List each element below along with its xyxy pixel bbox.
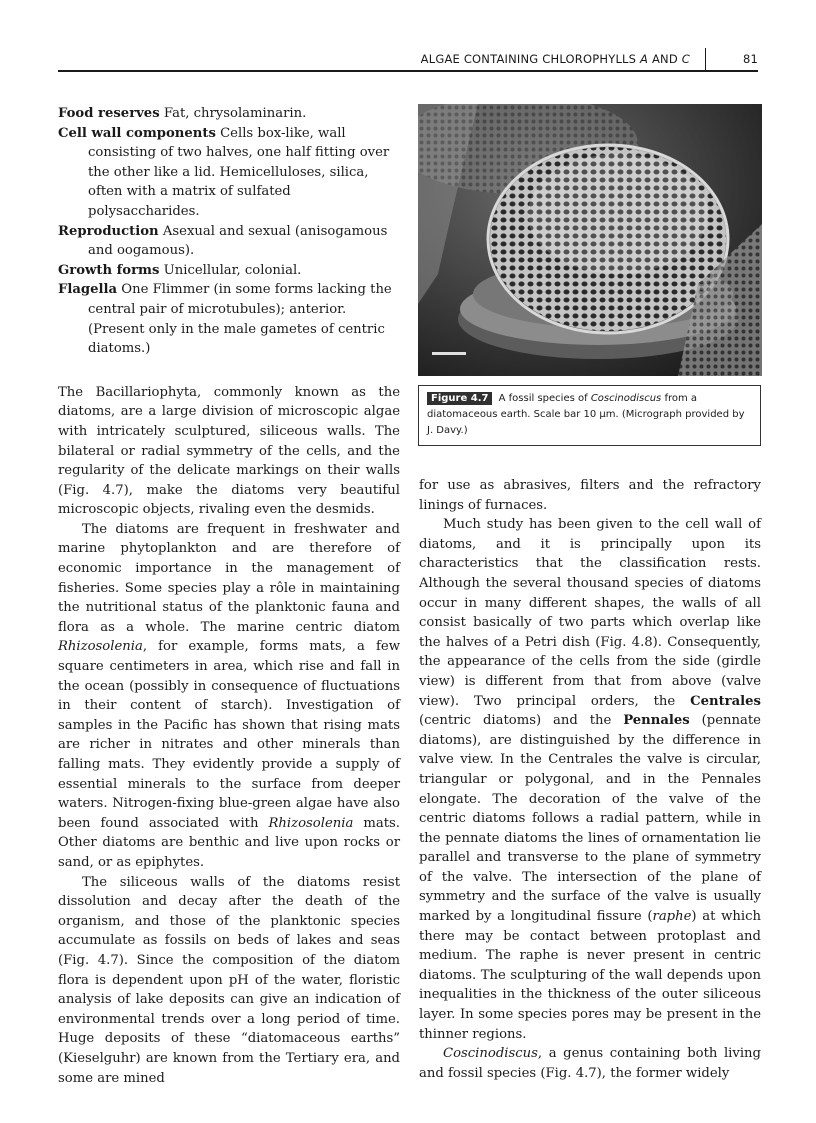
diatom-micrograph-image	[418, 104, 762, 376]
page-number: 81	[742, 52, 758, 66]
header-rule	[58, 70, 758, 72]
definition-item: Cell wall components Cells box-like, wall consisting of two halves, one half fitting over the other like a lid. Hemicelluloses, silica, often with a matrix of sulfated polysaccharides.	[58, 125, 390, 219]
paragraph: The siliceous walls of the diatoms resist dissolution and decay after the death of the organism, and those of the planktonic species accumulate as fossils on beds of lakes and seas (Fig. 4.7). Since the composition of the diatom flora is dependent upon pH of the water, floristic analysis of lake deposits can give an indication of environmental trends over a long period of time. Huge deposits of these “diatomaceous earths” (Kieselguhr) are known from the Tertiary era, and some are mined	[58, 874, 400, 1086]
left-column	[58, 104, 400, 1088]
definition-item: Food reserves Fat, chrysolaminarin.	[58, 106, 307, 121]
paragraph: The diatoms are frequent in freshwater and marine phytoplankton and are therefore of economic importance in the management of fisheries. Some species play a rôle in maintaining the nutritional status of the planktonic fauna and flora as a whole. The marine centric diatom Rhizosolenia, for example, forms mats, a few square centimeters in area, which rise and fall in the ocean (possibly in consequence of fluctuations in their content of starch). Investigation of samples in the Pacific has shown that rising mats are richer in nitrates and other minerals than falling mats. They evidently provide a supply of essential minerals to the surface from deeper waters. Nitrogen-fixing blue-green algae have also been found associated with Rhizosolenia mats. Other diatoms are benthic and live upon rocks or sand, or as epiphytes.	[58, 521, 400, 870]
paragraph: Much study has been given to the cell wall of diatoms, and it is principally upon its characteristics that the classification rests. Although the several thousand species of diatoms occur in many different shapes, the walls of all consist basically of two parts which overlap like the halves of a Petri dish (Fig. 4.8). Consequently, the appearance of the cells from the side (girdle view) is different from that from above (valve view). Two principal orders, the Centrales (centric diatoms) and the Pennales (pennate diatoms), are distinguished by the difference in valve view. In the Centrales the valve is circular, triangular or polygonal, and in the Pennales elongate. The decoration of the valve of the centric diatoms follows a radial pattern, while in the pennate diatoms the lines of ornamentation lie parallel and transverse to the plane of symmetry of the valve. The intersection of the plane of symmetry and the surface of the valve is usually marked by a longitudinal fissure (raphe) at which there may be contact between protoplast and medium. The raphe is never present in centric diatoms. The sculpturing of the wall depends upon inequalities in the thickness of the outer siliceous layer. In some species pores may be present in the thinner regions.	[419, 517, 761, 1042]
running-title: ALGAE CONTAINING CHLOROPHYLLS A AND C	[420, 52, 690, 66]
header-divider	[705, 48, 707, 70]
definition-item: Growth forms Unicellular, colonial.	[58, 262, 302, 278]
right-column	[419, 476, 761, 1083]
definition-item: Reproduction Asexual and sexual (anisogamous and oogamous).	[58, 223, 388, 259]
definition-list	[58, 104, 400, 359]
paragraph: The Bacillariophyta, commonly known as the diatoms, are a large division of microscopic algae with intricately sculptured, siliceous walls. The bilateral or radial symmetry of the cells, and the regularity of the delicate markings on their walls (Fig. 4.7), make the diatoms very beautiful microscopic objects, rivaling even the desmids.	[58, 384, 400, 518]
paragraph: for use as abrasives, filters and the refractory linings of furnaces.	[419, 478, 761, 513]
paragraph: Coscinodiscus, a genus containing both living and fossil species (Fig. 4.7), the former widely	[419, 1046, 761, 1081]
figure-caption: Figure 4.7 A fossil species of Coscinodiscus from a diatomaceous earth. Scale bar 10 μm. (Micrograph provided by J. Davy.)	[418, 385, 761, 446]
figure-micrograph	[418, 104, 762, 376]
running-header	[58, 48, 758, 70]
figure-label: Figure 4.7	[427, 392, 492, 405]
definition-item: Flagella One Flimmer (in some forms lacking the central pair of microtubules); anterior. (Present only in the male gametes of centric diatoms.)	[58, 282, 392, 357]
